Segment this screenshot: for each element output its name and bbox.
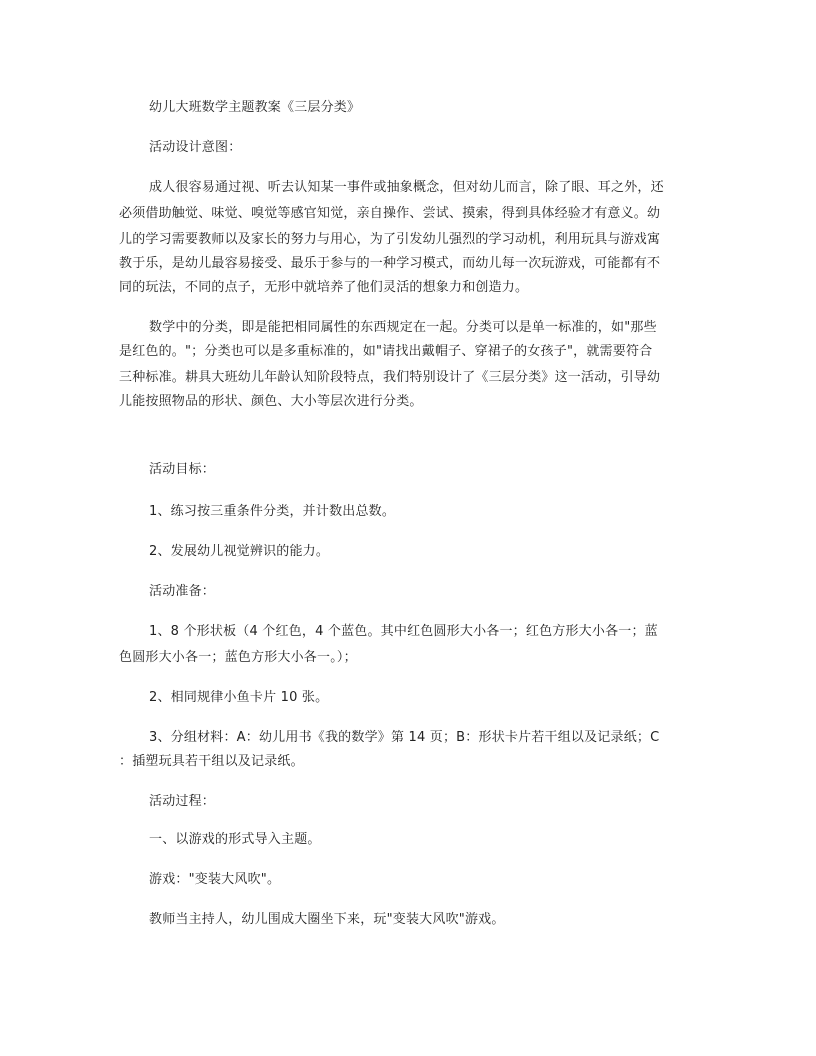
design-heading: 活动设计意图： xyxy=(149,140,242,155)
para1-line: 儿的学习需要教师以及家长的努力与用心，为了引发幼儿强烈的学习动机，利用玩具与游戏寓 xyxy=(119,232,661,247)
para1-line: 必须借助触觉、味觉、嗅觉等感官知觉，亲自操作、尝试、摸索，得到具体经验才有意义。幼 xyxy=(119,206,661,221)
prep-item-line: 3、分组材料：A：幼儿用书《我的数学》第 14 页；B：形状卡片若干组以及记录纸；C xyxy=(149,730,660,745)
process-heading: 活动过程： xyxy=(149,794,216,809)
para2-line: 儿能按照物品的形状、颜色、大小等层次进行分类。 xyxy=(119,394,423,409)
prep-item-line: 1、8 个形状板（4 个红色，4 个蓝色。其中红色圆形大小各一；红色方形大小各一；蓝 xyxy=(149,624,658,639)
prep-heading: 活动准备： xyxy=(149,584,216,599)
goal-item: 2、发展幼儿视觉辨识的能力。 xyxy=(149,544,330,559)
para2-line: 三种标准。耕具大班幼儿年龄认知阶段特点，我们特别设计了《三层分类》这一活动，引导幼 xyxy=(119,370,661,385)
goals-heading: 活动目标： xyxy=(149,462,216,477)
prep-item-line: ：插塑玩具若干组以及记录纸。 xyxy=(119,754,304,769)
prep-item-line: 色圆形大小各一；蓝色方形大小各一。）； xyxy=(119,650,357,665)
para1-line: 同的玩法，不同的点子，无形中就培养了他们灵活的想象力和创造力。 xyxy=(119,280,529,295)
para2-line: 数学中的分类，即是能把相同属性的东西规定在一起。分类可以是单一标准的，如"那些 xyxy=(149,320,657,335)
game-name: 游戏："变装大风吹"。 xyxy=(149,872,281,887)
para1-line: 教于乐，是幼儿最容易接受、最乐于参与的一种学习模式，而幼儿每一次玩游戏，可能都有不 xyxy=(119,256,661,271)
process-step: 一、以游戏的形式导入主题。 xyxy=(149,832,321,847)
para2-line: 是红色的。"；分类也可以是多重标准的，如"请找出戴帽子、穿裙子的女孩子"，就需要符合 xyxy=(119,344,653,359)
prep-item: 2、相同规律小鱼卡片 10 张。 xyxy=(149,690,329,705)
doc-title: 幼儿大班数学主题教案《三层分类》 xyxy=(149,100,361,115)
teacher-instruction: 教师当主持人，幼儿围成大圈坐下来，玩"变装大风吹"游戏。 xyxy=(149,912,505,927)
goal-item: 1、练习按三重条件分类，并计数出总数。 xyxy=(149,504,396,519)
para1-line: 成人很容易通过视、听去认知某一事件或抽象概念，但对幼儿而言，除了眼、耳之外，还 xyxy=(149,180,664,195)
